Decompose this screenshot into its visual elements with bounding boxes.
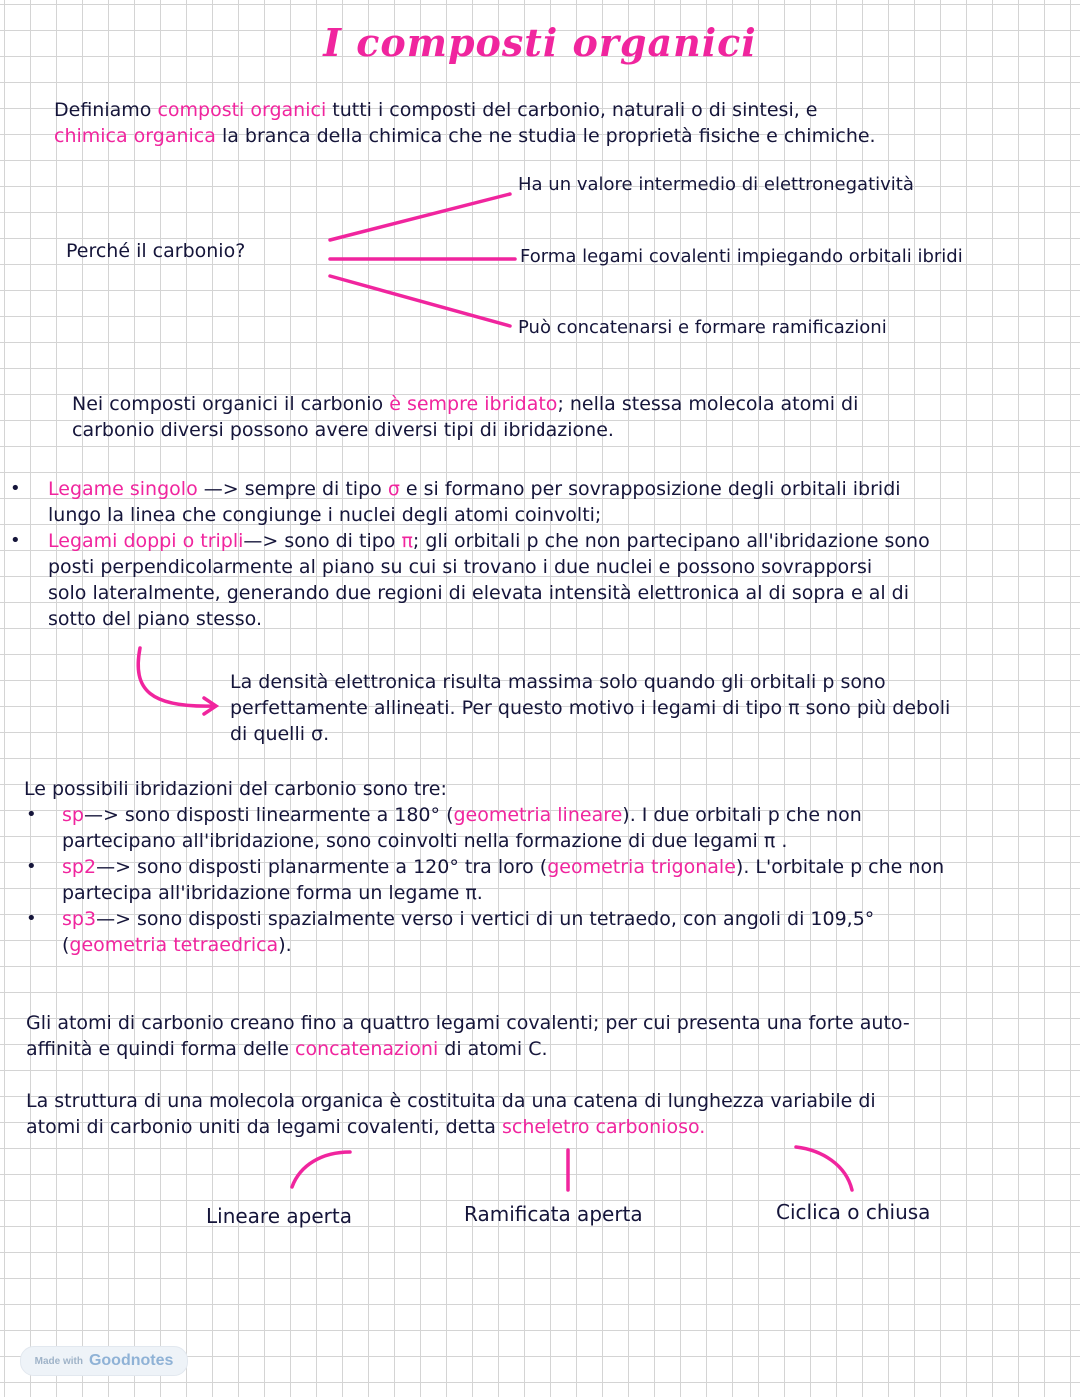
goodnotes-badge: Made with Goodnotes <box>20 1346 188 1376</box>
term-scheletro-carbonioso: scheletro carbonioso. <box>501 1116 706 1138</box>
term-sp: sp <box>62 804 84 826</box>
bond-multiple-item: Legami doppi o tripli—> sono di tipo π; gli orbitali p che non partecipano all'ibridazione sono posti perpendicolarmente al piano su cui si trovano i due nuclei e possono sovrapporsi solo lateralmente, generando due regioni di elevata intensità elettronica al di sopra e al di sotto del piano stesso. <box>48 530 930 630</box>
goodnotes-logo: Goodnotes <box>88 1352 174 1369</box>
skeleton-type-branched: Ramificata aperta <box>464 1202 643 1226</box>
intro-line-1: Definiamo composti organici tutti i composti del carbonio, naturali o di sintesi, e <box>54 99 818 121</box>
skeleton-paragraph: La struttura di una molecola organica è costituita da una catena di lunghezza variabile di atomi di carbonio uniti da legami covalenti, detta scheletro carbonioso. <box>26 1090 876 1138</box>
branch-covalent-bonds: Forma legami covalenti impiegando orbitali ibridi <box>520 246 963 267</box>
branch-line-top <box>330 194 510 240</box>
bullet-dot: • <box>10 478 21 499</box>
term-legami-doppi-tripli: Legami doppi o tripli <box>48 530 244 552</box>
branch-concatenation: Può concatenarsi e formare ramificazioni <box>518 317 887 338</box>
bullet-dot: • <box>10 530 21 551</box>
density-note: La densità elettronica risulta massima solo quando gli orbitali p sono perfettamente allineati. Per questo motivo i legami di tipo π sono più deboli di quelli σ. <box>230 671 951 745</box>
term-sp2: sp2 <box>62 856 97 878</box>
hybrid-intro-paragraph: Nei composti organici il carbonio è sempre ibridato; nella stessa molecola atomi di carbonio diversi possono avere diversi tipi di ibridazione. <box>72 393 859 441</box>
intro-paragraph <box>54 97 876 149</box>
bond-single-item: Legame singolo —> sempre di tipo σ e si formano per sovrapposizione degli orbitali ibridi lungo la linea che congiunge i nuclei degli atomi coinvolti; <box>48 478 901 526</box>
term-sp3: sp3 <box>62 908 97 930</box>
bullet-dot: • <box>26 856 37 877</box>
intro-line-2: chimica organica la branca della chimica che ne studia le proprietà fisiche e chimiche. <box>54 125 876 147</box>
why-question: Perché il carbonio? <box>66 240 246 262</box>
branch-line-bottom <box>330 276 510 326</box>
skeleton-type-linear: Lineare aperta <box>206 1204 352 1228</box>
hybrid-sp2-item: sp2—> sono disposti planarmente a 120° tra loro (geometria trigonale). L'orbitale p che non partecipa all'ibridazione forma un legame π. <box>62 856 945 904</box>
skeleton-curve-right <box>796 1147 852 1190</box>
bullet-dot: • <box>26 804 37 825</box>
term-chimica-organica: chimica organica <box>54 125 216 147</box>
term-sempre-ibridato: è sempre ibridato <box>389 393 558 415</box>
term-legame-singolo: Legame singolo <box>48 478 198 500</box>
hybridizations-intro: Le possibili ibridazioni del carbonio sono tre: <box>24 778 447 800</box>
page-title: I composti organici <box>323 20 757 65</box>
skeleton-type-cyclic: Ciclica o chiusa <box>776 1200 931 1224</box>
term-composti-organici: composti organici <box>157 99 327 121</box>
chain-paragraph: Gli atomi di carbonio creano fino a quattro legami covalenti; per cui presenta una forte auto- affinità e quindi forma delle concatenazioni di atomi C. <box>26 1012 910 1060</box>
skeleton-curve-left <box>292 1152 350 1187</box>
branch-electronegativity: Ha un valore intermedio di elettronegatività <box>518 174 914 195</box>
hybrid-sp3-item: sp3—> sono disposti spazialmente verso i vertici di un tetraedo, con angoli di 109,5° (geometria tetraedrica). <box>62 908 875 956</box>
bullet-dot: • <box>26 908 37 929</box>
hybrid-sp-item: sp—> sono disposti linearmente a 180° (geometria lineare). I due orbitali p che non partecipano all'ibridazione, sono coinvolti nella formazione di due legami π . <box>62 804 862 852</box>
term-concatenazioni: concatenazioni <box>295 1038 439 1060</box>
